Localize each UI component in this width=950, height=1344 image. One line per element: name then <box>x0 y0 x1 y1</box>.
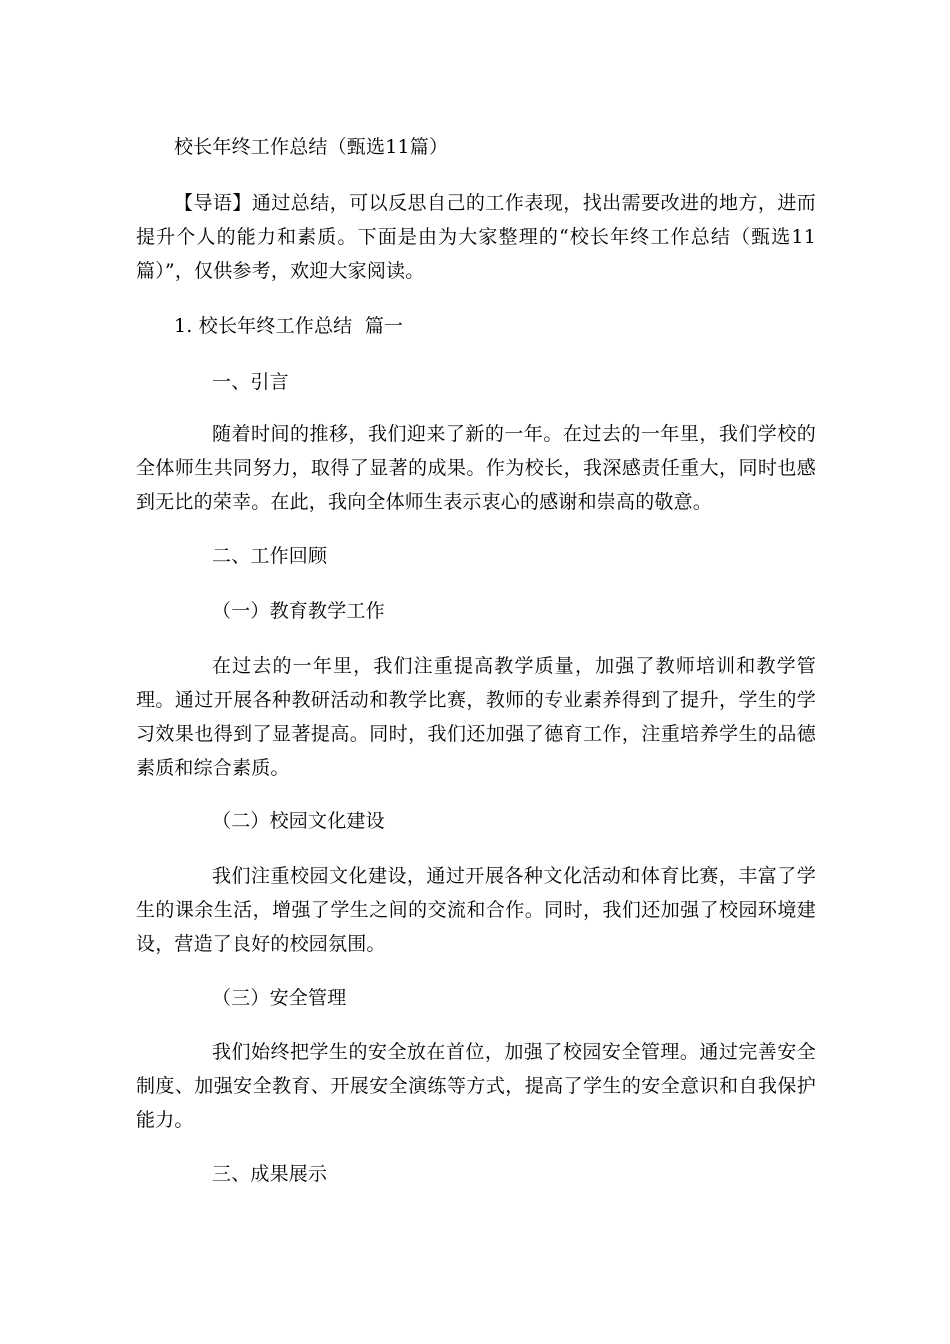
subheading-campus-culture: （二）校园文化建设 <box>212 810 385 832</box>
heading-introduction: 一、引言 <box>212 371 289 393</box>
document-title: 校长年终工作总结（甄选11篇） <box>174 136 449 158</box>
subheading-safety: （三）安全管理 <box>212 987 347 1009</box>
subheading-teaching: （一）教育教学工作 <box>212 600 385 622</box>
heading-work-review: 二、工作回顾 <box>212 545 328 567</box>
paragraph-safety: 我们始终把学生的安全放在首位，加强了校园安全管理。通过完善安全制度、加强安全教育、开展安全演练等方式，提高了学生的安全意识和自我保护能力。 <box>136 1041 816 1131</box>
intro-paragraph: 【导语】通过总结，可以反思自己的工作表现，找出需要改进的地方，进而提升个人的能力和素质。下面是由为大家整理的“校长年终工作总结（甄选11篇）”，仅供参考，欢迎大家阅读。 <box>136 192 816 282</box>
section-title: 1. 校长年终工作总结 篇一 <box>174 315 404 337</box>
paragraph-teaching: 在过去的一年里，我们注重提高教学质量，加强了教师培训和教学管理。通过开展各种教研活动和教学比赛，教师的专业素养得到了提升，学生的学习效果也得到了显著提高。同时，我们还加强了德育工作，注重培养学生的品德素质和综合素质。 <box>136 655 816 779</box>
paragraph-introduction: 随着时间的推移，我们迎来了新的一年。在过去的一年里，我们学校的全体师生共同努力，取得了显著的成果。作为校长，我深感责任重大，同时也感到无比的荣幸。在此，我向全体师生表示衷心的感谢和崇高的敬意。 <box>136 423 816 513</box>
paragraph-campus-culture: 我们注重校园文化建设，通过开展各种文化活动和体育比赛，丰富了学生的课余生活，增强了学生之间的交流和合作。同时，我们还加强了校园环境建设，营造了良好的校园氛围。 <box>136 865 816 955</box>
heading-achievements: 三、成果展示 <box>212 1163 328 1185</box>
